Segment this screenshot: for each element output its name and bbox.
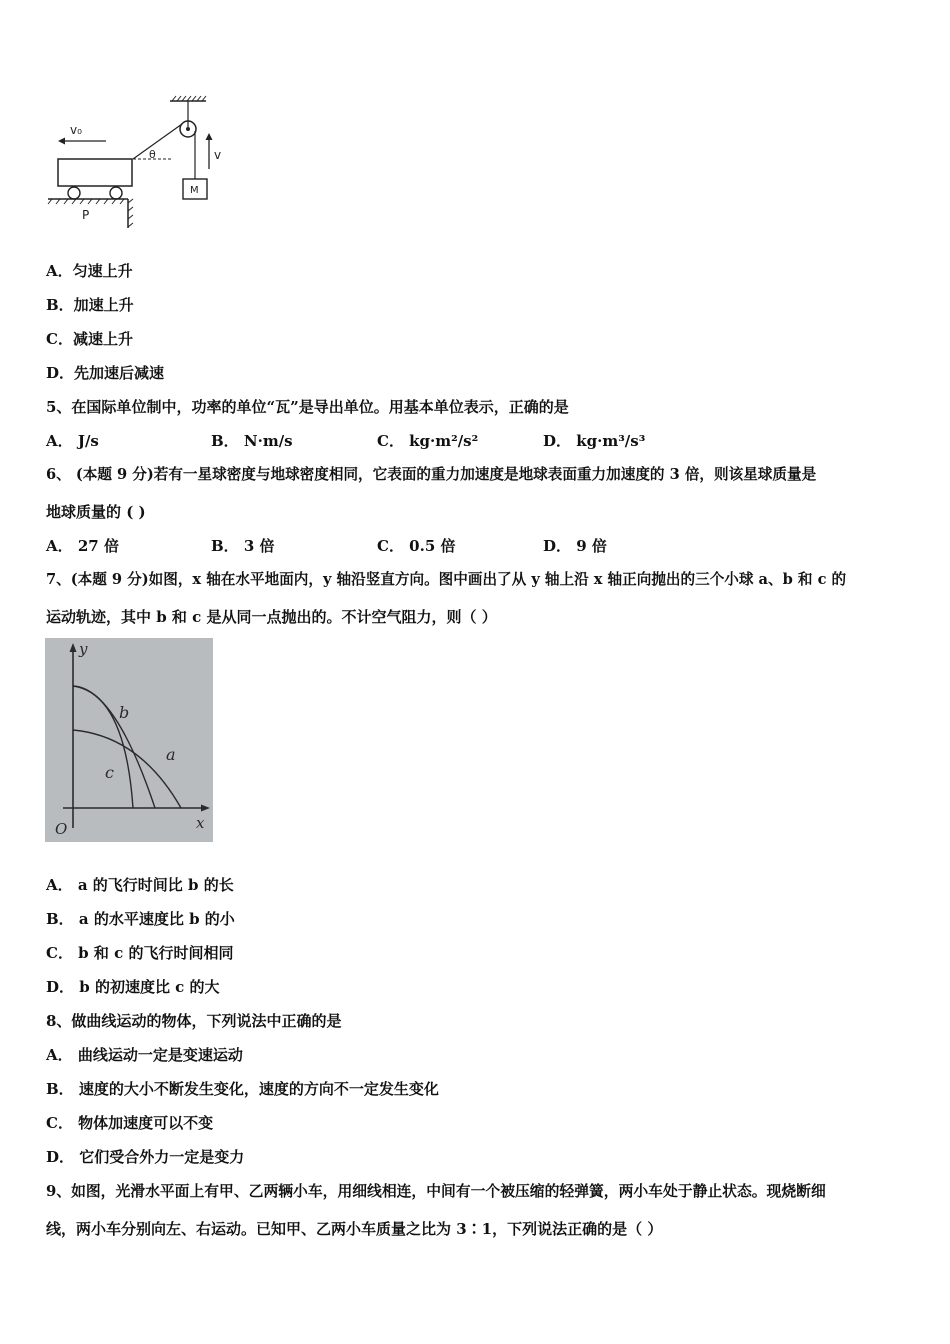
q4-option-a: A．匀速上升 xyxy=(46,262,133,280)
q6-option-a: A． 27 倍 xyxy=(46,537,119,555)
x-axis-label: x xyxy=(196,814,205,832)
q6-option-c: C． 0.5 倍 xyxy=(377,537,456,555)
theta-label: θ xyxy=(149,148,156,161)
mass-label: M xyxy=(190,185,199,196)
q7-option-b: B． a 的水平速度比 b 的小 xyxy=(46,910,235,928)
q6-option-b: B． 3 倍 xyxy=(211,537,275,555)
p-label: P xyxy=(82,208,90,222)
q7-stem-line1: 7、(本题 9 分)如图，x 轴在水平地面内，y 轴沿竖直方向。图中画出了从 y 轴上沿 x 轴正向抛出的三个小球 a、b 和 c 的 xyxy=(46,571,847,588)
v0-label: v₀ xyxy=(70,123,82,137)
q7-option-a: A． a 的飞行时间比 b 的长 xyxy=(46,876,234,894)
q5-option-c: C． kg·m²/s² xyxy=(377,432,479,450)
v-label: v xyxy=(214,148,222,162)
origin-label: O xyxy=(55,820,68,838)
curve-c-label: c xyxy=(105,763,114,782)
q5-option-d: D． kg·m³/s³ xyxy=(543,432,646,450)
q5-option-a: A． J/s xyxy=(46,432,99,450)
pulley-cart-figure xyxy=(44,93,234,228)
q4-option-c: C．减速上升 xyxy=(46,330,133,348)
q8-stem: 8、做曲线运动的物体，下列说法中正确的是 xyxy=(46,1012,342,1030)
q7-option-d: D． b 的初速度比 c 的大 xyxy=(46,978,220,996)
q6-stem-line1: 6、 (本题 9 分)若有一星球密度与地球密度相同，它表面的重力加速度是地球表面重力加速度的 3 倍，则该星球质量是 xyxy=(46,466,817,483)
curve-b-label: b xyxy=(119,703,130,722)
q7-option-c: C． b 和 c 的飞行时间相同 xyxy=(46,944,234,962)
q7-stem-line2: 运动轨迹，其中 b 和 c 是从同一点抛出的。不计空气阻力，则（ ） xyxy=(46,608,497,626)
q6-stem-line2: 地球质量的 ( ) xyxy=(46,503,146,521)
curve-a-label: a xyxy=(166,745,176,764)
q5-option-b: B． N·m/s xyxy=(211,432,293,450)
q5-stem: 5、在国际单位制中，功率的单位“瓦”是导出单位。用基本单位表示，正确的是 xyxy=(46,398,569,416)
q4-option-d: D．先加速后减速 xyxy=(46,364,165,382)
q8-option-c: C． 物体加速度可以不变 xyxy=(46,1114,214,1132)
q8-option-b: B． 速度的大小不断发生变化，速度的方向不一定发生变化 xyxy=(46,1080,439,1098)
q8-option-a: A． 曲线运动一定是变速运动 xyxy=(46,1046,243,1064)
y-axis-label: y xyxy=(79,640,88,658)
q9-stem-line1: 9、如图，光滑水平面上有甲、乙两辆小车，用细线相连，中间有一个被压缩的轻弹簧，两小车处于静止状态。现烧断细 xyxy=(46,1183,826,1200)
q6-option-d: D． 9 倍 xyxy=(543,537,607,555)
q4-option-b: B．加速上升 xyxy=(46,296,134,314)
q9-stem-line2: 线，两小车分别向左、右运动。已知甲、乙两小车质量之比为 3∶1，下列说法正确的是（ ） xyxy=(46,1220,663,1238)
projectile-trajectory-figure xyxy=(45,638,213,842)
q8-option-d: D． 它们受合外力一定是变力 xyxy=(46,1148,245,1166)
